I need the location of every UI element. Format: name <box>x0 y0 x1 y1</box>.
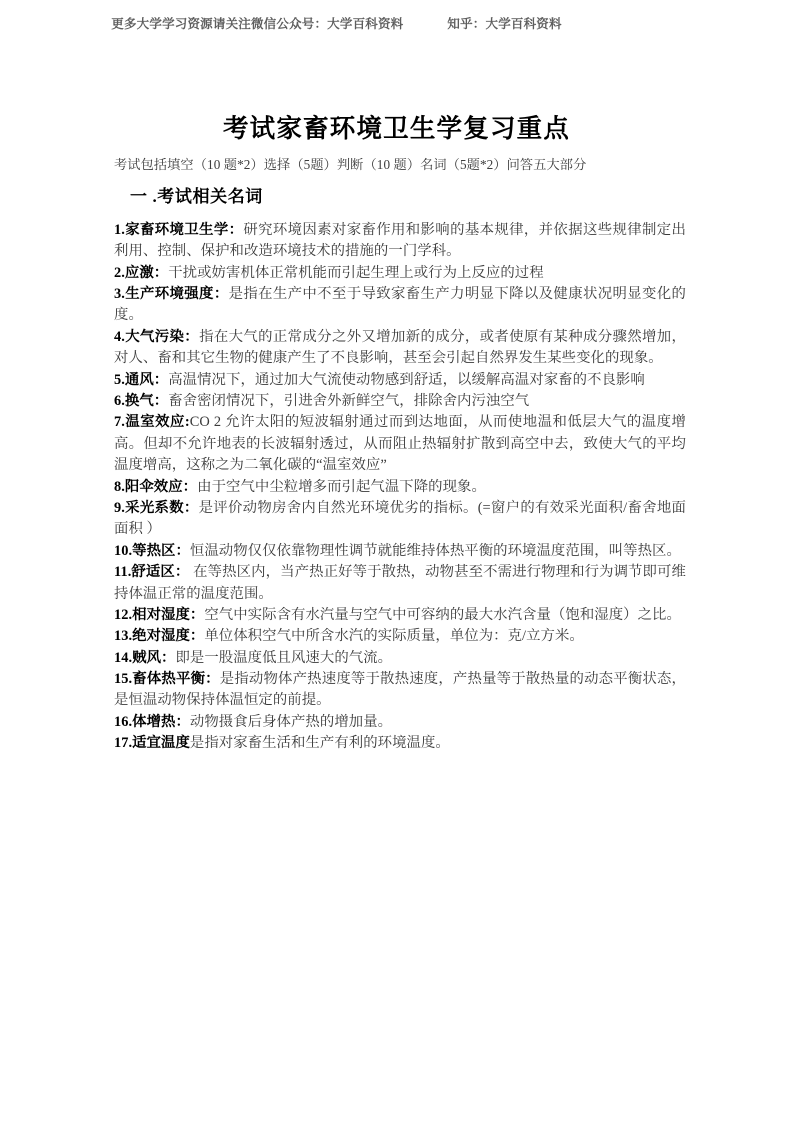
term-entry <box>114 712 686 733</box>
term-definition: 单位体积空气中所含水汽的实际质量，单位为：克/立方米。 <box>204 628 584 645</box>
term-number: 12. <box>114 606 133 623</box>
term-label: 等热区： <box>132 542 190 559</box>
term-label: 换气： <box>124 393 169 409</box>
term-label: 体增热： <box>132 713 190 730</box>
term-label: 生产环境强度： <box>124 286 229 303</box>
term-entry <box>114 327 686 370</box>
header-wechat-promo: 更多大学学习资源请关注微信公众号：大学百科资料 <box>111 17 404 31</box>
term-definition: 研究环境因素对家畜作用和影响的基本规律，并依据这些规律制定出利用、控制、保护和改造环境技术的措施的一门学科。 <box>114 221 686 260</box>
term-definition: 即是一股温度低且风速大的气流。 <box>175 649 393 666</box>
term-definition: CO 2 允许太阳的短波辐射通过而到达地面，从而使地温和低层大气的温度增高。但却不允许地表的长波辐射透过，从而阻止热辐射扩散到高空中去，致使大气的平均温度增高，这称之为二氧化碳的“温室效应” <box>114 414 686 474</box>
term-entry <box>114 626 686 647</box>
term-number: 16. <box>114 713 133 730</box>
term-number: 4. <box>114 328 125 345</box>
term-entry <box>114 412 686 476</box>
term-definition: 由于空气中尘粒增多而引起气温下降的现象。 <box>197 478 486 495</box>
term-number: 1. <box>114 221 125 238</box>
term-entry <box>114 541 686 562</box>
term-number: 2. <box>114 264 125 281</box>
term-entry <box>114 370 686 391</box>
term-label: 舒适区： <box>131 564 190 581</box>
term-number: 11. <box>114 564 132 581</box>
term-definition: 干扰或妨害机体正常机能而引起生理上或行为上反应的过程 <box>168 264 544 281</box>
term-entry <box>114 498 686 541</box>
term-label: 大气污染： <box>124 328 200 345</box>
term-entry <box>114 284 686 327</box>
section-heading-terms: 一 .考试相关名词 <box>130 187 263 207</box>
term-definition: 畜舍密闭情况下，引进舍外新鲜空气，排除舍内污浊空气 <box>168 393 530 409</box>
term-definition: 指在大气的正常成分之外又增加新的成分，或者使原有某种成分骤然增加，对人、畜和其它生物的健康产生了不良影响，甚至会引起自然界发生某些变化的现象。 <box>114 328 686 367</box>
page-title: 考试家畜环境卫生学复习重点 <box>222 114 571 144</box>
term-number: 5. <box>114 371 125 388</box>
term-definition: 高温情况下，通过加大气流使动物感到舒适，以缓解高温对家畜的不良影响 <box>168 371 645 388</box>
exam-structure-line: 考试包括填空（10 题*2）选择（5题）判断（10 题）名词（5题*2）问答五大部分 <box>114 157 587 172</box>
term-entry <box>114 263 686 284</box>
term-label: 贼风： <box>132 649 176 666</box>
term-label: 阳伞效应： <box>124 478 198 495</box>
term-definition: 恒温动物仅仅依靠物理性调节就能维持体热平衡的环境温度范围，叫等热区。 <box>189 542 681 559</box>
term-entry <box>114 605 686 626</box>
term-entry <box>114 220 686 263</box>
term-number: 15. <box>114 671 133 688</box>
term-label: 温室效应: <box>124 414 190 431</box>
term-definition: 空气中实际含有水汽量与空气中可容纳的最大水汽含量（饱和湿度）之比。 <box>204 606 681 623</box>
document-running-header <box>0 14 793 36</box>
term-definition: 是评价动物房舍内自然光环境优劣的指标。(=窗户的有效采光面积/畜舍地面面积 ） <box>114 499 686 538</box>
term-entry <box>114 562 686 605</box>
term-definition: 在等热区内，当产热正好等于散热，动物甚至不需进行物理和行为调节即可维持体温正常的温度范围。 <box>114 564 686 602</box>
term-label: 畜体热平衡： <box>132 671 220 688</box>
term-number: 7. <box>114 414 125 431</box>
terminology-list <box>114 220 686 755</box>
header-zhihu-promo: 知乎：大学百科资料 <box>447 17 562 31</box>
term-label: 通风： <box>124 371 169 388</box>
term-label: 绝对湿度： <box>132 628 205 645</box>
term-number: 8. <box>114 478 125 495</box>
term-number: 6. <box>114 393 125 409</box>
term-definition: 是指在生产中不至于导致家畜生产力明显下降以及健康状况明显变化的度。 <box>114 286 686 324</box>
term-label: 家畜环境卫生学： <box>124 221 244 238</box>
term-definition: 是指对家畜生活和生产有利的环境温度。 <box>189 735 450 752</box>
term-label: 适宜温度 <box>132 735 190 752</box>
term-number: 10. <box>114 542 133 559</box>
term-entry <box>114 669 686 712</box>
term-number: 14. <box>114 649 133 666</box>
term-number: 3. <box>114 286 125 303</box>
term-number: 17. <box>114 735 133 752</box>
term-definition: 是指动物体产热速度等于散热速度，产热量等于散热量的动态平衡状态，是恒温动物保持体温恒定的前提。 <box>114 671 686 709</box>
term-entry <box>114 648 686 669</box>
term-entry <box>114 477 686 498</box>
term-number: 9. <box>114 499 125 516</box>
document-body <box>114 154 686 755</box>
term-label: 应激： <box>124 264 169 281</box>
term-entry <box>114 733 686 754</box>
term-label: 相对湿度： <box>132 606 205 623</box>
term-number: 13. <box>114 628 133 645</box>
term-label: 采光系数： <box>124 499 199 516</box>
term-entry <box>114 391 686 412</box>
term-definition: 动物摄食后身体产热的增加量。 <box>189 713 393 730</box>
